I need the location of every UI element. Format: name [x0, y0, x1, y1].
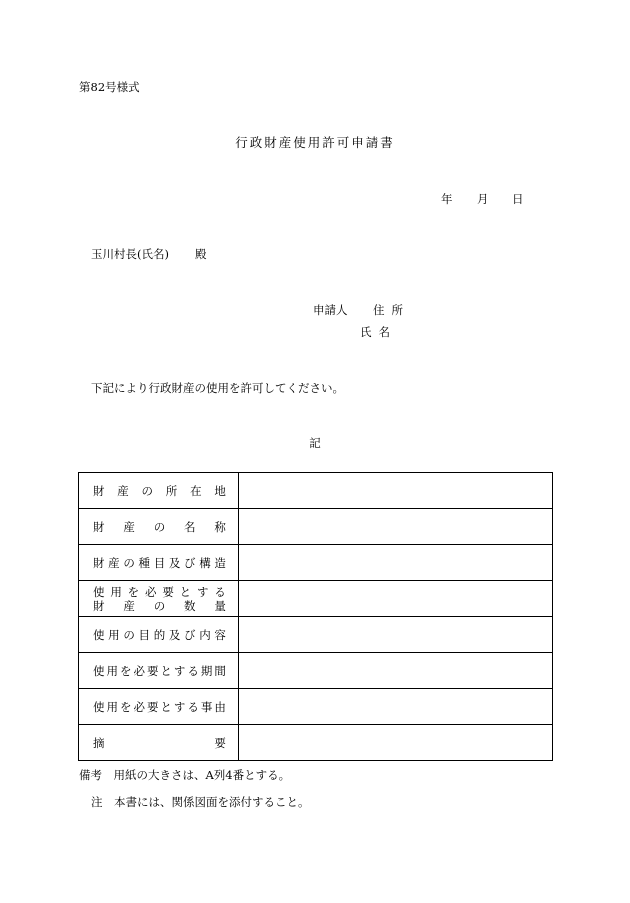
remarks-value-field[interactable] — [238, 725, 552, 761]
attachment-note: 注 本書には、関係図面を添付すること。 — [91, 795, 310, 809]
row-label-cell — [79, 545, 239, 581]
addressee — [91, 249, 206, 261]
request-text: 下記により行政財産の使用を許可してください。 — [91, 381, 344, 395]
row-label-cell — [79, 617, 239, 653]
addressee-honorific: 殿 — [194, 247, 207, 261]
period-value-field[interactable] — [238, 653, 552, 689]
row-label-category-structure: 財 産 の 種 目 及 び 構 造 — [93, 555, 226, 570]
table-row — [79, 473, 553, 509]
applicant-label: 申請人 — [313, 303, 348, 317]
table-row — [79, 509, 553, 545]
row-label-cell — [79, 653, 239, 689]
row-label-reason: 使 用 を 必 要 と す る 事 由 — [93, 699, 226, 714]
row-label-location: 財 産 の 所 在 地 — [93, 483, 226, 498]
category-structure-value-field[interactable] — [238, 545, 552, 581]
table-row — [79, 653, 553, 689]
row-label-quantity-line1: 使 用 を 必 要 と す る — [93, 584, 226, 599]
location-value-field[interactable] — [238, 473, 552, 509]
ki-heading: 記 — [309, 436, 321, 450]
reason-value-field[interactable] — [238, 689, 552, 725]
table-row — [79, 581, 553, 617]
row-label-period: 使 用 を 必 要 と す る 期 間 — [93, 663, 226, 678]
row-label-cell — [79, 581, 239, 617]
date-day-label: 日 — [512, 192, 524, 206]
applicant-name-label: 氏名 — [360, 325, 397, 339]
table-row — [79, 689, 553, 725]
document-title: 行政財産使用許可申請書 — [235, 135, 395, 150]
property-details-table — [78, 472, 553, 761]
row-label-cell — [79, 509, 239, 545]
applicant-address-label: 住所 — [373, 303, 410, 317]
table-row — [79, 725, 553, 761]
row-label-cell — [79, 473, 239, 509]
purpose-value-field[interactable] — [238, 617, 552, 653]
addressee-label: 玉川村長(氏名) — [91, 247, 169, 261]
row-label-purpose: 使 用 の 目 的 及 び 内 容 — [93, 627, 226, 642]
row-label-remarks: 摘 要 — [93, 735, 226, 750]
table-row — [79, 545, 553, 581]
remark-note: 備考 用紙の大きさは、A列4番とする。 — [79, 768, 291, 782]
form-number: 第82号様式 — [79, 80, 140, 94]
date-month-label: 月 — [477, 192, 489, 206]
row-label-quantity-line2: 財 産 の 数 量 — [93, 598, 226, 613]
date-year-label: 年 — [441, 192, 453, 206]
property-name-value-field[interactable] — [238, 509, 552, 545]
row-label-cell — [79, 725, 239, 761]
row-label-cell — [79, 689, 239, 725]
row-label-property-name: 財 産 の 名 称 — [93, 519, 226, 534]
table-row — [79, 617, 553, 653]
quantity-value-field[interactable] — [238, 581, 552, 617]
